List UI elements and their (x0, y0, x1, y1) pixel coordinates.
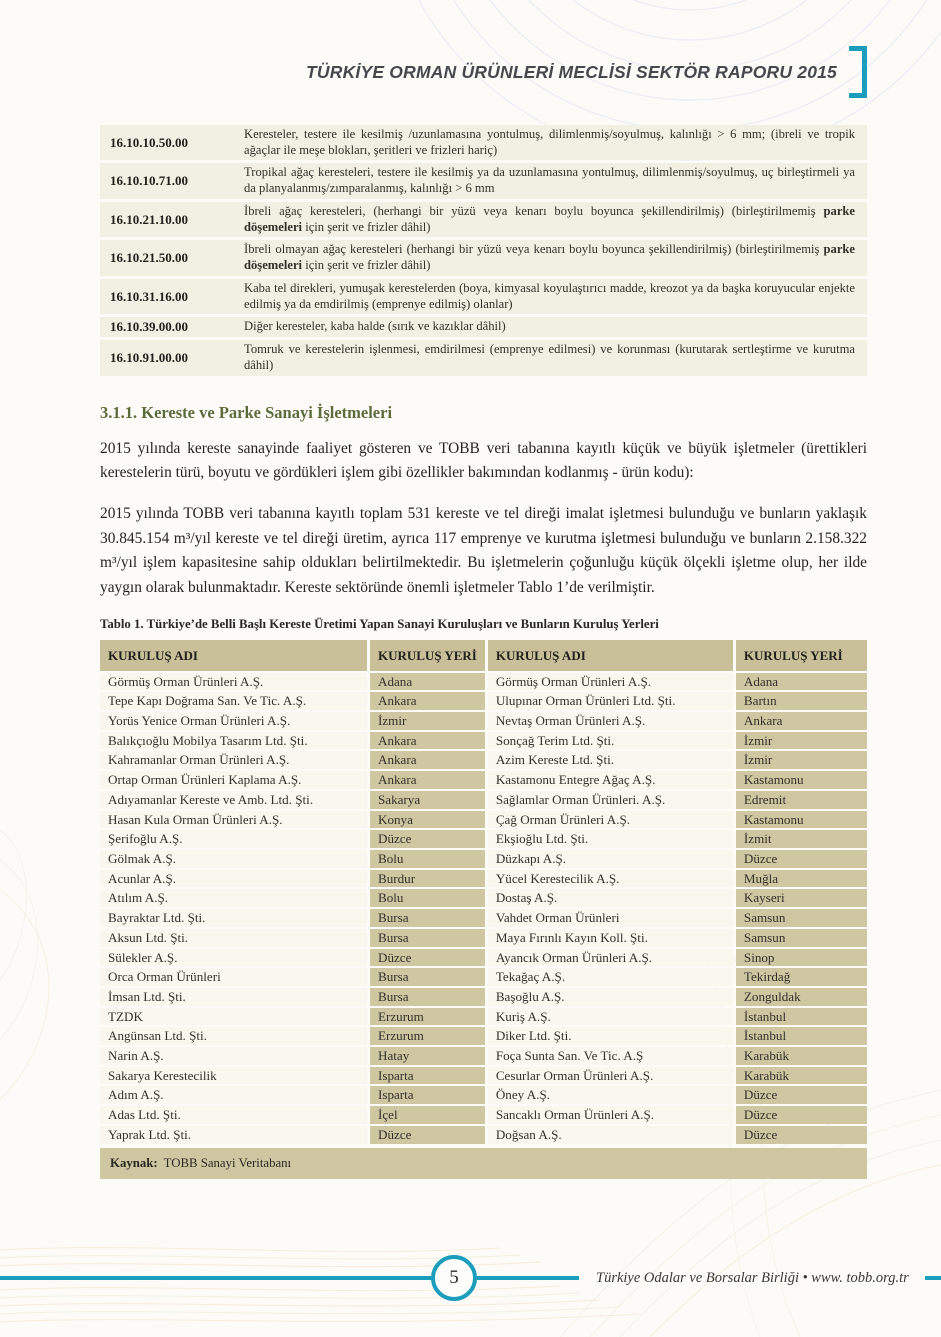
company-name-cell: Görmüş Orman Ürünleri A.Ş. (488, 673, 733, 691)
product-codes-table (100, 122, 867, 379)
company-name-cell: Ulupınar Orman Ürünleri Ltd. Şti. (488, 692, 733, 710)
product-description: Keresteler, testere ile kesilmiş /uzunlamasına yontulmuş, dilimlenmiş/soyulmuş, kalınlığı > 6 mm; (ibreli ve tropik ağaçlar ile meşe blokları, şeritleri ve frizleri hariç) (234, 125, 867, 160)
company-location-cell: Isparta (370, 1086, 485, 1104)
company-name-cell: Yaprak Ltd. Şti. (100, 1126, 367, 1144)
company-name-cell: Balıkçıoğlu Mobilya Tasarım Ltd. Şti. (100, 732, 367, 750)
companies-header-row (100, 640, 867, 671)
company-name-cell: Acunlar A.Ş. (100, 870, 367, 888)
company-name-cell: Orca Orman Ürünleri (100, 968, 367, 986)
product-code-row (100, 240, 867, 275)
column-header-place: KURULUŞ YERİ (736, 640, 867, 671)
company-location-cell: İçel (370, 1106, 485, 1124)
company-name-cell: Ekşioğlu Ltd. Şti. (488, 830, 733, 848)
company-name-cell: Nevtaş Orman Ürünleri A.Ş. (488, 712, 733, 730)
companies-table (97, 638, 870, 1146)
company-name-cell: Öney A.Ş. (488, 1086, 733, 1104)
company-name-cell: Kastamonu Entegre Ağaç A.Ş. (488, 771, 733, 789)
company-location-cell: Sakarya (370, 791, 485, 809)
source-label: Kaynak: (110, 1155, 158, 1170)
company-name-cell: Dostaş A.Ş. (488, 889, 733, 907)
company-row (100, 1106, 867, 1124)
company-row (100, 850, 867, 868)
product-code: 16.10.31.16.00 (100, 279, 234, 314)
company-name-cell: Başoğlu A.Ş. (488, 988, 733, 1006)
column-header-place: KURULUŞ YERİ (370, 640, 485, 671)
product-code: 16.10.10.50.00 (100, 125, 234, 160)
company-name-cell: Sağlamlar Orman Ürünleri. A.Ş. (488, 791, 733, 809)
company-location-cell: Burdur (370, 870, 485, 888)
company-name-cell: Hasan Kula Orman Ürünleri A.Ş. (100, 811, 367, 829)
company-location-cell: İstanbul (736, 1027, 867, 1045)
product-description: Tomruk ve kerestelerin işlenmesi, emdirilmesi (emprenye edilmesi) ve korunması (kurutarak sertleştirme ve kurutma dâhil) (234, 340, 867, 375)
company-row (100, 830, 867, 848)
company-location-cell: Düzce (736, 1126, 867, 1144)
company-location-cell: Düzce (736, 1086, 867, 1104)
company-location-cell: Ankara (370, 692, 485, 710)
company-location-cell: Tekirdağ (736, 968, 867, 986)
company-name-cell: Yücel Kerestecilik A.Ş. (488, 870, 733, 888)
company-name-cell: Adıyamanlar Kereste ve Amb. Ltd. Şti. (100, 791, 367, 809)
company-name-cell: TZDK (100, 1008, 367, 1026)
company-row (100, 673, 867, 691)
bracket-decoration-icon (849, 46, 867, 98)
company-location-cell: İzmir (736, 751, 867, 769)
company-location-cell: Samsun (736, 909, 867, 927)
company-row (100, 1067, 867, 1085)
company-row (100, 929, 867, 947)
company-location-cell: İzmir (736, 732, 867, 750)
company-location-cell: Samsun (736, 929, 867, 947)
page-footer (0, 1256, 941, 1300)
page-header (100, 46, 867, 98)
company-location-cell: Düzce (736, 850, 867, 868)
company-location-cell: Ankara (370, 751, 485, 769)
footer-publisher-text: Türkiye Odalar ve Borsalar Birliği • www. tobb.org.tr (596, 1269, 909, 1286)
product-code-row (100, 340, 867, 375)
company-name-cell: Cesurlar Orman Ürünleri A.Ş. (488, 1067, 733, 1085)
company-location-cell: Sinop (736, 949, 867, 967)
product-code: 16.10.39.00.00 (100, 317, 234, 337)
company-location-cell: Ankara (370, 732, 485, 750)
footer-rule-mid (477, 1276, 579, 1280)
product-description: Tropikal ağaç keresteleri, testere ile kesilmiş ya da uzunlamasına yontulmuş, dilimlenmiş/soyulmuş, uç birleştirmeli ya da planyalanmış/zımparalanmış, kalınlığı > 6 mm (234, 163, 867, 198)
company-location-cell: Ankara (370, 771, 485, 789)
company-name-cell: Tekağaç A.Ş. (488, 968, 733, 986)
company-location-cell: Kastamonu (736, 811, 867, 829)
company-name-cell: Sakarya Kerestecilik (100, 1067, 367, 1085)
company-location-cell: Muğla (736, 870, 867, 888)
product-code-row (100, 202, 867, 237)
company-location-cell: Düzce (370, 1126, 485, 1144)
company-location-cell: Ankara (736, 712, 867, 730)
page-content (100, 122, 867, 1179)
product-code: 16.10.21.50.00 (100, 240, 234, 275)
company-row (100, 791, 867, 809)
company-location-cell: İzmit (736, 830, 867, 848)
company-location-cell: Bursa (370, 929, 485, 947)
company-name-cell: Düzkapı A.Ş. (488, 850, 733, 868)
product-code-row (100, 317, 867, 337)
table1-source-note (100, 1148, 867, 1179)
report-title: TÜRKİYE ORMAN ÜRÜNLERİ MECLİSİ SEKTÖR RAPORU 2015 (306, 61, 837, 82)
company-name-cell: Ortap Orman Ürünleri Kaplama A.Ş. (100, 771, 367, 789)
company-name-cell: Atılım A.Ş. (100, 889, 367, 907)
company-row (100, 1027, 867, 1045)
company-row (100, 692, 867, 710)
company-location-cell: Bursa (370, 909, 485, 927)
page-number: 5 (449, 1267, 459, 1288)
company-location-cell: Zonguldak (736, 988, 867, 1006)
company-name-cell: Tepe Kapı Doğrama San. Ve Tic. A.Ş. (100, 692, 367, 710)
company-name-cell: Görmüş Orman Ürünleri A.Ş. (100, 673, 367, 691)
company-name-cell: Vahdet Orman Ürünleri (488, 909, 733, 927)
company-name-cell: Maya Fırınlı Kayın Koll. Şti. (488, 929, 733, 947)
company-location-cell: Karabük (736, 1067, 867, 1085)
company-location-cell: Karabük (736, 1047, 867, 1065)
table1-caption: Tablo 1. Türkiye’de Belli Başlı Kereste Üretimi Yapan Sanayi Kuruluşları ve Bunların Kuruluş Yerleri (100, 616, 659, 631)
product-code-row (100, 279, 867, 314)
paragraph-2: 2015 yılında TOBB veri tabanına kayıtlı toplam 531 kereste ve tel direği imalat işletmesi bulunduğu ve bunların yaklaşık 30.845.154 m³/yıl kereste ve tel direği üretim, ayrıca 117 emprenye ve kurutma işletmesi bulunduğu ve bunların 2.158.322 m³/yıl işlem kapasitesine sahip oldukları belirtilmektedir. Bu işletmelerin çoğunluğu küçük ölçekli işletme olup, her ilde yaygın olarak bulunmaktadır. Kereste sektöründe önemli işletmeler Tablo 1’de verilmiştir. (100, 505, 867, 597)
company-row (100, 949, 867, 967)
company-name-cell: Bayraktar Ltd. Şti. (100, 909, 367, 927)
company-name-cell: Narin A.Ş. (100, 1047, 367, 1065)
product-code: 16.10.10.71.00 (100, 163, 234, 198)
company-row (100, 988, 867, 1006)
company-location-cell: Bolu (370, 850, 485, 868)
company-name-cell: İmsan Ltd. Şti. (100, 988, 367, 1006)
company-location-cell: İzmir (370, 712, 485, 730)
company-row (100, 1086, 867, 1104)
company-name-cell: Foça Sunta San. Ve Tic. A.Ş (488, 1047, 733, 1065)
company-location-cell: Bursa (370, 988, 485, 1006)
company-location-cell: Erzurum (370, 1027, 485, 1045)
company-location-cell: İstanbul (736, 1008, 867, 1026)
product-codes-body (100, 125, 867, 376)
product-description: İbreli olmayan ağaç keresteleri (herhangi bir yüzü veya kenarı boylu boyunca şekillendirilmiş) (birleştirilmemiş parke döşemeleri için şerit ve frizler dâhil) (234, 240, 867, 275)
company-name-cell: Sancaklı Orman Ürünleri A.Ş. (488, 1106, 733, 1124)
company-location-cell: Erzurum (370, 1008, 485, 1026)
company-row (100, 712, 867, 730)
company-row (100, 889, 867, 907)
product-code-row (100, 163, 867, 198)
company-location-cell: Konya (370, 811, 485, 829)
product-description: Diğer keresteler, kaba halde (sırık ve kazıklar dâhil) (234, 317, 867, 337)
company-row (100, 751, 867, 769)
company-row (100, 732, 867, 750)
product-code: 16.10.21.10.00 (100, 202, 234, 237)
company-name-cell: Adas Ltd. Şti. (100, 1106, 367, 1124)
company-location-cell: Adana (736, 673, 867, 691)
page-number-badge (431, 1255, 477, 1301)
company-location-cell: Kayseri (736, 889, 867, 907)
company-row (100, 811, 867, 829)
company-name-cell: Kuriş A.Ş. (488, 1008, 733, 1026)
company-name-cell: Sülekler A.Ş. (100, 949, 367, 967)
company-name-cell: Angünsan Ltd. Şti. (100, 1027, 367, 1045)
company-location-cell: Adana (370, 673, 485, 691)
column-header-name: KURULUŞ ADI (100, 640, 367, 671)
footer-rule-left (0, 1276, 431, 1280)
company-name-cell: Yorüs Yenice Orman Ürünleri A.Ş. (100, 712, 367, 730)
company-location-cell: Bartın (736, 692, 867, 710)
column-header-name: KURULUŞ ADI (488, 640, 733, 671)
company-row (100, 870, 867, 888)
company-name-cell: Çağ Orman Ürünleri A.Ş. (488, 811, 733, 829)
companies-table-body (100, 673, 867, 1144)
company-name-cell: Sonçağ Terim Ltd. Şti. (488, 732, 733, 750)
section-heading: 3.1.1. Kereste ve Parke Sanayi İşletmeleri (100, 402, 393, 422)
company-location-cell: Bolu (370, 889, 485, 907)
company-location-cell: Düzce (370, 949, 485, 967)
company-name-cell: Gölmak A.Ş. (100, 850, 367, 868)
company-location-cell: Bursa (370, 968, 485, 986)
company-name-cell: Aksun Ltd. Şti. (100, 929, 367, 947)
company-location-cell: Isparta (370, 1067, 485, 1085)
company-location-cell: Düzce (370, 830, 485, 848)
company-row (100, 1047, 867, 1065)
footer-rule-right (925, 1276, 941, 1280)
company-row (100, 1008, 867, 1026)
company-name-cell: Adım A.Ş. (100, 1086, 367, 1104)
paragraph-1: 2015 yılında kereste sanayinde faaliyet gösteren ve TOBB veri tabanına kayıtlı küçük ve büyük işletmeler (ürettikleri kerestelerin türü, boyutu ve gördükleri işlem gibi özellikler bakımından kodlanmış - ürün kodu): (100, 439, 867, 482)
company-location-cell: Düzce (736, 1106, 867, 1124)
source-text: TOBB Sanayi Veritabanı (160, 1155, 292, 1170)
company-row (100, 771, 867, 789)
company-row (100, 968, 867, 986)
company-name-cell: Doğsan A.Ş. (488, 1126, 733, 1144)
product-description: Kaba tel direkleri, yumuşak kerestelerden (boya, kimyasal koyulaştırıcı madde, kreozot ya da başka koruyucular enjekte edilmiş ya da emdirilmiş (emprenye edilmiş) olanlar) (234, 279, 867, 314)
company-name-cell: Azim Kereste Ltd. Şti. (488, 751, 733, 769)
company-row (100, 909, 867, 927)
company-name-cell: Ayancık Orman Ürünleri A.Ş. (488, 949, 733, 967)
company-name-cell: Şerifoğlu A.Ş. (100, 830, 367, 848)
company-row (100, 1126, 867, 1144)
company-location-cell: Edremit (736, 791, 867, 809)
company-name-cell: Diker Ltd. Şti. (488, 1027, 733, 1045)
company-location-cell: Hatay (370, 1047, 485, 1065)
companies-table-head (100, 640, 867, 671)
product-code-row (100, 125, 867, 160)
company-name-cell: Kahramanlar Orman Ürünleri A.Ş. (100, 751, 367, 769)
company-location-cell: Kastamonu (736, 771, 867, 789)
product-code: 16.10.91.00.00 (100, 340, 234, 375)
product-description: İbreli ağaç keresteleri, (herhangi bir yüzü veya kenarı boylu boyunca şekillendirilmiş) (birleştirilmemiş parke döşemeleri için şerit ve frizler dâhil) (234, 202, 867, 237)
